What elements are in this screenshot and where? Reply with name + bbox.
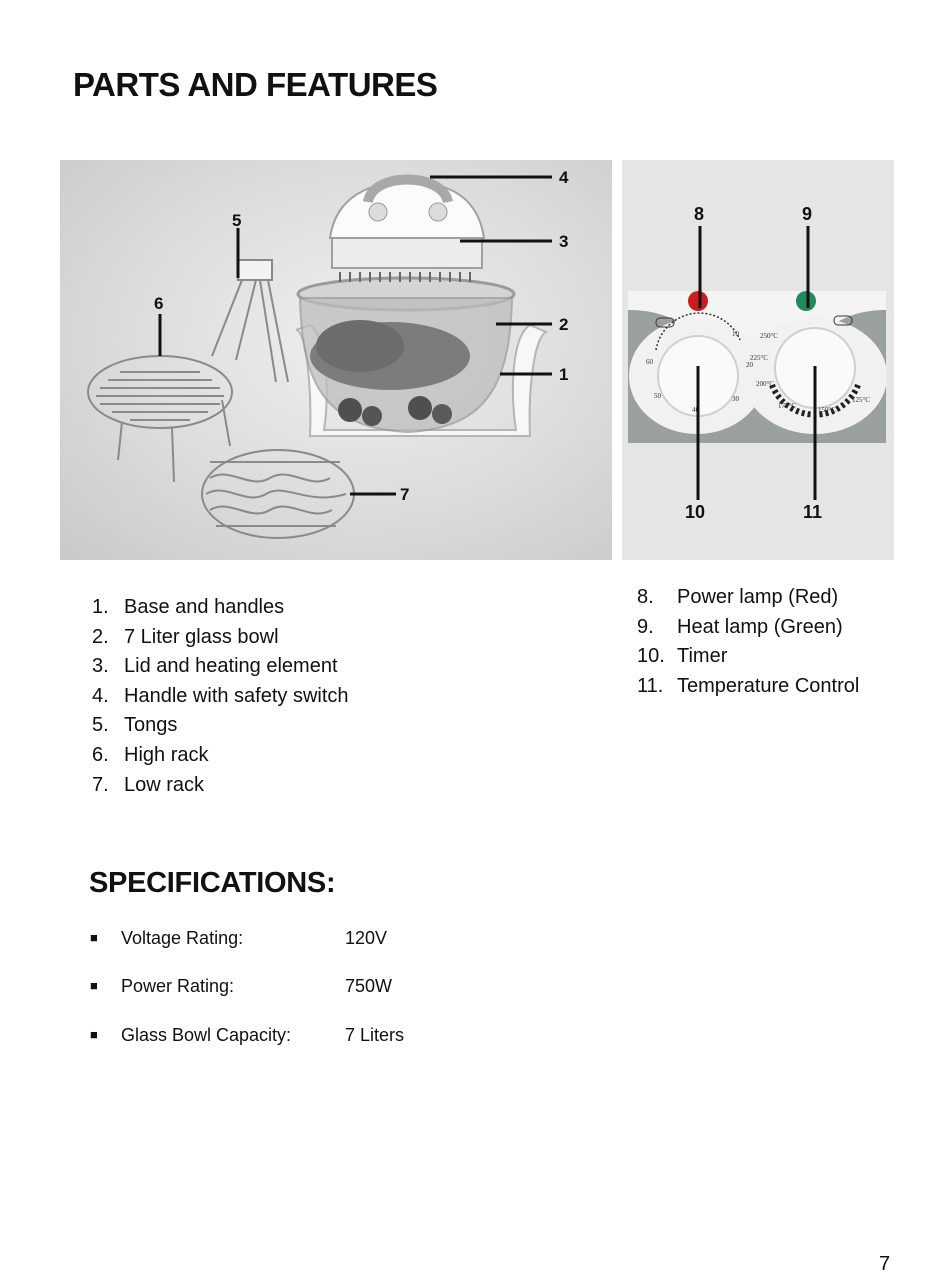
list-item	[92, 623, 349, 653]
list-item-label: Power lamp (Red)	[677, 586, 839, 608]
callout-8: 8	[694, 204, 705, 224]
list-item	[637, 583, 859, 613]
temp-tick-175: 175°C	[778, 402, 796, 410]
callout-4: 4	[559, 168, 569, 187]
list-item	[92, 741, 349, 771]
control-panel-photo	[622, 160, 894, 560]
bullet-icon: ■	[90, 1027, 98, 1042]
timer-tick-10: 10	[732, 330, 739, 338]
list-item-label: Lid and heating element	[124, 655, 338, 678]
temp-tick-125: 125°C	[852, 396, 870, 404]
timer-tick-20: 20	[746, 361, 753, 369]
list-item	[637, 642, 859, 672]
page-number: 7	[879, 1253, 891, 1275]
high-rack-illustration	[88, 356, 232, 482]
list-item-number: 2.	[92, 625, 109, 648]
parts-list-right	[637, 583, 859, 701]
specifications-heading: SPECIFICATIONS:	[89, 867, 336, 899]
timer-tick-50: 50	[654, 392, 661, 400]
list-item-number: 11.	[637, 674, 664, 697]
callout-7: 7	[400, 485, 410, 504]
list-item-number: 1.	[92, 596, 109, 618]
list-item-label: Temperature Control	[677, 674, 860, 697]
list-item-label: 7 Liter glass bowl	[124, 625, 279, 648]
list-item-label: Timer	[677, 645, 728, 668]
bullet-icon: ■	[90, 930, 98, 945]
list-item	[92, 711, 349, 741]
list-item	[637, 672, 859, 702]
temp-tick-250: 250°C	[760, 332, 778, 340]
list-item-number: 4.	[92, 684, 109, 707]
list-item-number: 6.	[92, 743, 109, 766]
list-item	[92, 771, 349, 801]
low-rack-illustration	[202, 450, 354, 538]
list-item-number: 5.	[92, 714, 109, 737]
spec-label: Glass Bowl Capacity:	[121, 1025, 292, 1045]
spec-label: Voltage Rating:	[121, 928, 244, 948]
tongs-illustration	[212, 260, 288, 382]
callout-11: 11	[803, 502, 823, 522]
callout-1: 1	[559, 365, 569, 384]
callout-10: 10	[685, 502, 706, 522]
spec-value: 750W	[345, 976, 393, 996]
list-item	[92, 593, 349, 623]
list-item-label: Heat lamp (Green)	[677, 615, 843, 638]
list-item	[92, 682, 349, 712]
bullet-icon: ■	[90, 978, 98, 993]
temp-tick-200: 200°C	[756, 380, 774, 388]
list-item-label: Handle with safety switch	[124, 684, 349, 707]
list-item-label: Tongs	[124, 714, 178, 737]
temp-tick-225: 225°C	[750, 354, 768, 362]
list-item-number: 9.	[637, 615, 654, 638]
callout-2: 2	[559, 315, 569, 334]
timer-tick-60: 60	[646, 358, 653, 366]
callout-9: 9	[802, 204, 813, 224]
spec-value: 7 Liters	[345, 1025, 405, 1045]
parts-list-left	[92, 593, 349, 800]
timer-tick-30: 30	[732, 395, 739, 403]
temp-tick-150: 150°C	[818, 406, 836, 414]
spec-value: 120V	[345, 928, 388, 948]
list-item	[92, 652, 349, 682]
list-item-label: Base and handles	[124, 596, 285, 618]
list-item-number: 3.	[92, 655, 109, 678]
callout-3: 3	[559, 232, 569, 251]
list-item-label: Low rack	[124, 773, 205, 796]
list-item-label: High rack	[124, 743, 209, 766]
page-title: PARTS AND FEATURES	[73, 66, 438, 103]
callout-6: 6	[154, 294, 164, 313]
list-item-number: 8.	[637, 586, 654, 608]
list-item-number: 10.	[637, 645, 665, 668]
callout-5: 5	[232, 211, 242, 230]
product-parts-photo	[60, 160, 612, 560]
timer-tick-40: 40	[692, 406, 699, 414]
list-item-number: 7.	[92, 773, 109, 796]
list-item	[637, 613, 859, 643]
spec-label: Power Rating:	[121, 976, 235, 996]
